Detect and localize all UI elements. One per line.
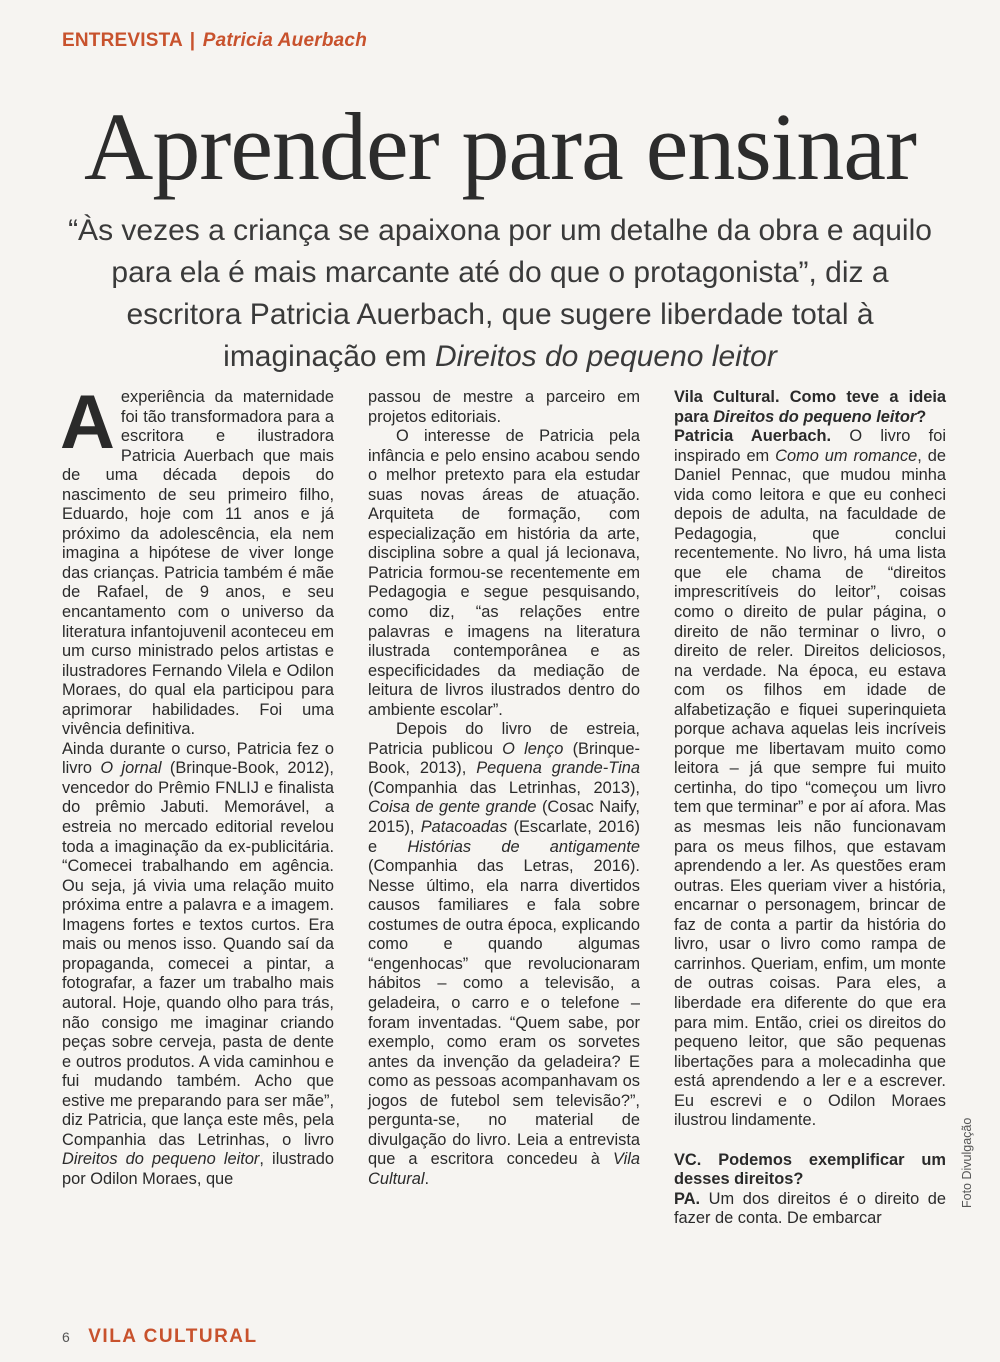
book-title: Como um romance bbox=[775, 446, 918, 465]
magazine-logo: VILA CULTURAL bbox=[88, 1326, 258, 1347]
drop-cap: A bbox=[60, 380, 115, 465]
section-separator: | bbox=[189, 30, 196, 51]
question-text: ? bbox=[916, 407, 927, 426]
answer-text: , de Daniel Pennac, que mudou minha vida como leitora e que eu conheci depois de adulta, na faculdade de Pedagogia, que conclui recentemente. No livro, há uma lista que ele chama de “direitos imprescritíveis do leitor”, coisas como o direito de pular página, o direito de não terminar o livro, o direito de reler. Direitos deliciosos, na verdade. Na época, eu estava com os filhos em idade de alfabetização e fiquei superinquieta porque achava aquelas leis incríveis porque me libertavam muito como leitora – já que sempre fui muito certinha, do tipo “começou um livro tem que terminar” e por aí afora. Mas as mesmas leis não funcionavam para os meus filhos, que estavam aprendendo a ler. As questões eram outras. Eles queriam viver a história, encarnar o personagem, brincar de faz de conta a partir da história do livro, usar o livro como rampa de carrinhos. Queriam, enfim, um monte de outras coisas. Para eles, a liberdade era diferente do que era para mim. Então, criei os direitos do pequeno leitor, que são pequenas libertações para a molecadinha que está aprendendo a ler e a escrever. Eu escrevi e o Odilon Moraes ilustrou lindamente. bbox=[674, 446, 946, 1130]
interviewee-name: Patricia Auerbach bbox=[202, 30, 367, 51]
answer-text: Um dos direitos é o direito de fazer de conta. De embarcar bbox=[674, 1189, 946, 1228]
paragraph-text: Ainda durante o curso, Patricia fez o livro bbox=[62, 739, 334, 778]
paragraph-text: (Cosac Naify, 2015), bbox=[368, 798, 640, 837]
paragraph-text: experiência da maternidade foi tão transformadora para a escritora e ilustradora Patricia Auerbach que mais de uma década depois do nascimento de seu primeiro filho, Eduardo, hoje com 11 anos e já próximo da adolescência, ela nem imagina a hipótese de viver longe das crianças. Patricia também é mãe de Rafael, de 9 anos, e seu encantamento com o universo da literatura infantojuvenil aconteceu em um curso ministrado pelos artistas e ilustradores Fernando Vilela e Odilon Moraes, do qual ela participou para aprimorar habilidades. Foi uma vivência definitiva. bbox=[62, 388, 334, 739]
paragraph bbox=[60, 380, 334, 740]
paragraph bbox=[62, 740, 334, 1190]
section-header bbox=[62, 30, 367, 52]
book-title: O jornal bbox=[100, 759, 162, 778]
lead-book-title: Direitos do pequeno leitor bbox=[434, 340, 777, 373]
paragraph-text: Depois do livro de estreia, Patricia publicou bbox=[368, 720, 640, 758]
page-number: 6 bbox=[62, 1329, 70, 1345]
article-lead bbox=[50, 210, 950, 378]
paragraph-text: . bbox=[424, 1169, 430, 1188]
column-1 bbox=[60, 380, 335, 1189]
paragraph-text: (Brinque-Book, 2013), bbox=[368, 739, 640, 778]
paragraph-text: , ilustrado por Odilon Moraes, que bbox=[62, 1150, 335, 1188]
book-title: Direitos do pequeno leitor bbox=[713, 407, 917, 426]
interview-answer bbox=[674, 1190, 946, 1229]
magazine-name: Vila Cultural bbox=[368, 1150, 640, 1188]
article-title: Aprender para ensinar bbox=[84, 93, 916, 200]
page-footer bbox=[62, 1326, 258, 1348]
question-text: Vila Cultural. Como teve a ideia para bbox=[674, 388, 946, 426]
book-title: Direitos do pequeno leitor bbox=[62, 1150, 260, 1169]
spacer bbox=[674, 1131, 946, 1151]
paragraph-text: (Brinque-Book, 2012), vencedor do Prêmio FNLIJ e finalista do prêmio Jabuti. Memorável, a estreia no mercado editorial revelou toda a imaginação da ex-publicitária. “Comecei trabalhando em agência. Ou seja, já vivia uma relação muito próxima entre a palavra e a imagem. Imagens fortes e textos curtos. Era mais ou menos isso. Quando saí da propaganda, comecei a pintar, a fotografar, a fazer um trabalho mais autoral. Hoje, quando olho para trás, não consigo me imaginar criando peças sobre cerveja, pasta de dente e outros produtos. A vida caminhou e fui mudando também. Acho que estive me preparando para ser mãe”, diz Patricia, que lança este mês, pela Companhia das Letrinhas, o livro bbox=[62, 759, 334, 1149]
paragraph-text: (Companhia das Letras, 2016). Nesse último, ela narra divertidos causos familiares e fala sobre costumes de outra época, explicando como e quando algumas “engenhocas” que revolucionaram hábitos – como a televisão, a geladeira, o carro e o telefone – foram inventadas. “Quem sabe, por exemplo, como eram os sorvetes antes da invenção da geladeira? E como as pessoas acompanhavam os jogos de futebol sem televisão?”, pergunta-se, no material de divulgação do livro. Leia a entrevista que a escritora concedeu à bbox=[368, 857, 640, 1169]
lead-text: “Às vezes a criança se apaixona por um detalhe da obra e aquilo para ela é mais marcante até do que o protagonista”, diz a escritora Patricia Auerbach, que sugere liberdade total à imaginação em bbox=[68, 214, 932, 373]
column-2 bbox=[368, 388, 640, 1189]
paragraph-text: (Companhia das Letrinhas, 2013), bbox=[368, 778, 640, 797]
photo-credit: Foto Divulgação bbox=[960, 1117, 974, 1208]
book-title: Histórias de antigamente bbox=[407, 837, 640, 856]
question-text: VC. Podemos exemplificar um desses direitos? bbox=[674, 1150, 946, 1189]
book-title: Pequena grande-Tina bbox=[476, 759, 640, 778]
interview-question bbox=[674, 1151, 946, 1190]
book-title: Patacoadas bbox=[420, 818, 508, 837]
speaker-label: PA. bbox=[674, 1189, 701, 1208]
interview-answer bbox=[674, 427, 946, 1131]
column-3 bbox=[674, 388, 946, 1229]
paragraph-text: (Escarlate, 2016) e bbox=[368, 818, 640, 856]
paragraph bbox=[368, 720, 640, 1189]
answer-text: O livro foi inspirado em bbox=[674, 427, 946, 465]
book-title: O lenço bbox=[502, 739, 564, 758]
section-label: ENTREVISTA bbox=[62, 30, 183, 51]
interview-question bbox=[674, 388, 946, 427]
paragraph: O interesse de Patricia pela infância e pelo ensino acabou sendo o melhor pretexto para ela estudar suas novas áreas de atuação. Arquiteta de formação, com especialização em história da arte, disciplina sobre a qual já lecionava, Patricia formou-se recentemente em Pedagogia e segue pesquisando, como diz, “as relações entre palavras e imagens na literatura ilustrada contemporânea e as especificidades da mediação de leitura de livros ilustrados dentro do ambiente escolar”. bbox=[368, 427, 640, 719]
paragraph: passou de mestre a parceiro em projetos editoriais. bbox=[368, 388, 640, 426]
speaker-label: Patricia Auerbach. bbox=[674, 427, 832, 446]
book-title: Coisa de gente grande bbox=[368, 798, 537, 817]
